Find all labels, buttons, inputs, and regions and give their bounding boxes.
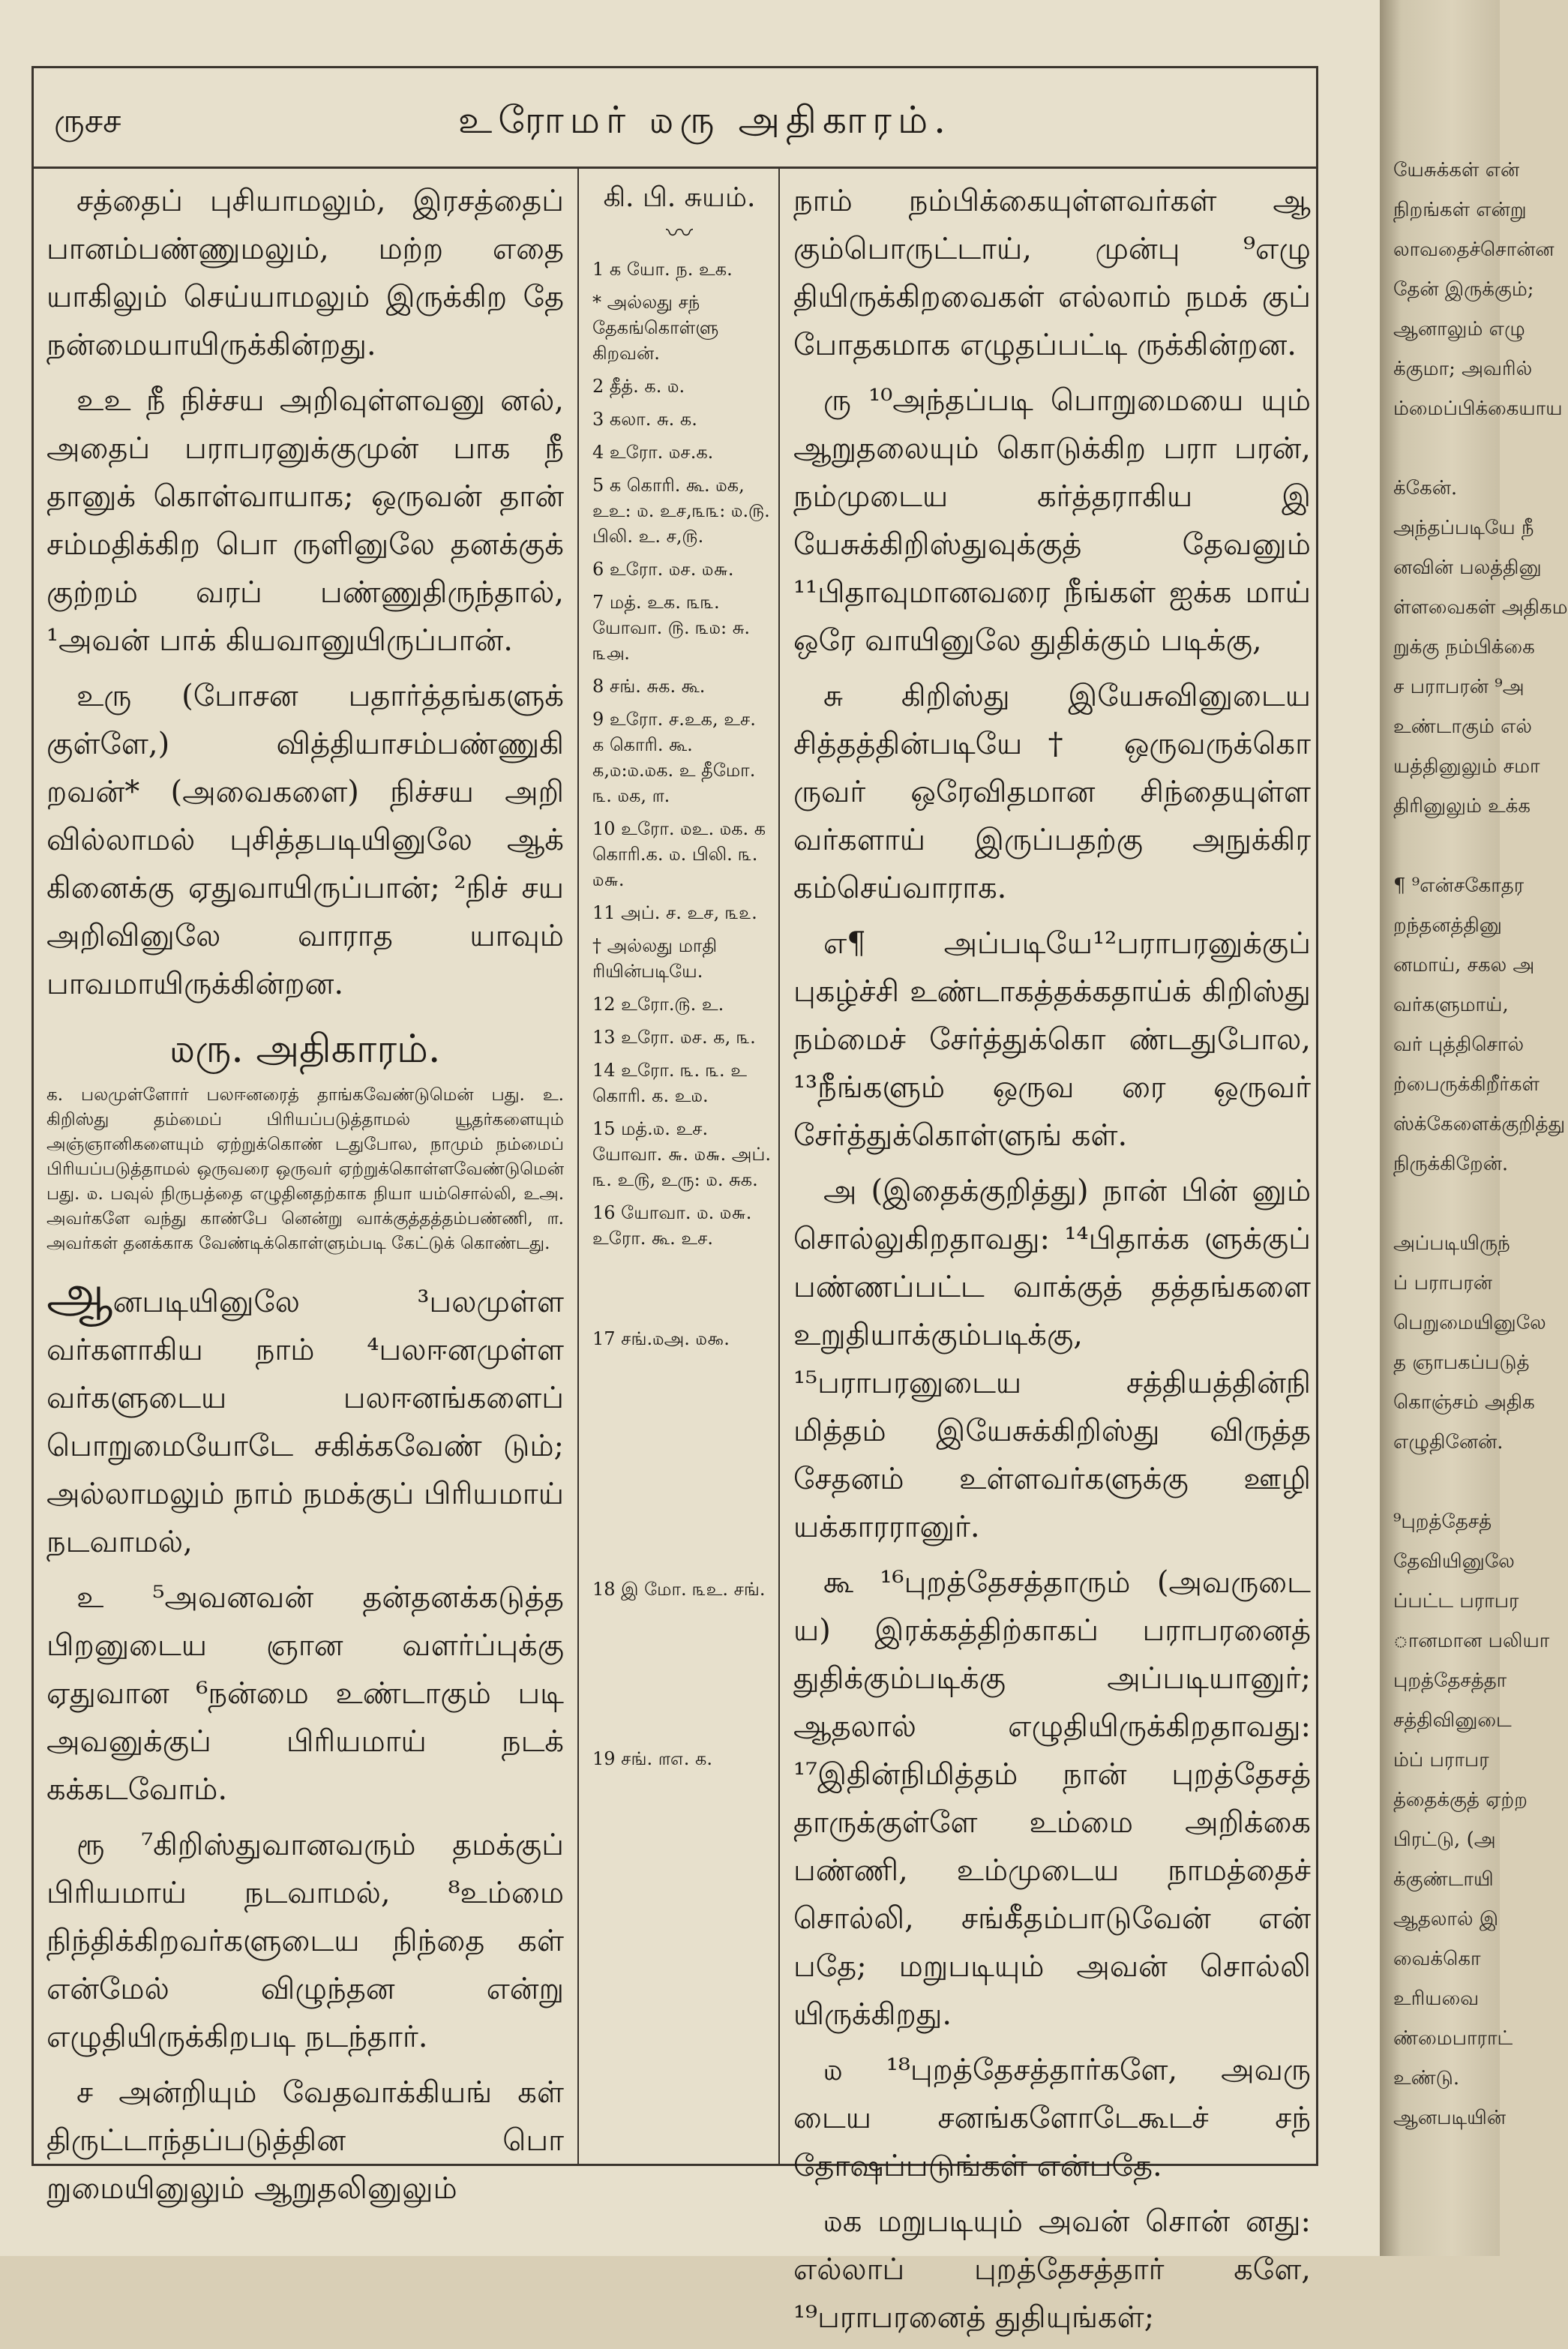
facing-page-line: ப் பராபரன் [1393, 1272, 1492, 1294]
verse-paragraph: ௰ ¹⁸புறத்தேசத்தார்களே, அவரு டைய சனங்களோடேகூடச் சந் தோஷப்படுங்கள் என்பதே. [793, 2053, 1311, 2183]
cross-reference: 13 உரோ. ௰ச. க, ௩. [592, 1027, 756, 1048]
page-number: ருசச [54, 102, 121, 140]
facing-page-line: ண்மைபாராட் [1393, 2027, 1513, 2050]
facing-page-line: கொஞ்சம் அதிக [1393, 1391, 1535, 1414]
verse-paragraph: ரு ¹⁰அந்தப்படி பொறுமையை யும் ஆறுதலையும் கொடுக்கிற பரா பரன், நம்முடைய கர்த்தராகிய இ யேசுக்கிறிஸ்துவுக்குத் தேவனும் ¹¹பிதாவுமானவரை நீங்கள் ஐக்க மாய் ஒரே வாயினுலே துதிக்கும் படிக்கு, [793, 383, 1311, 658]
verse-paragraph: உரு (போசன பதார்த்தங்களுக் குள்ளே,) வித்தியாசம்பண்ணுகி றவன்* (அவைகளை) நிச்சய அறி வில்லாமல் புசித்தபடியினுலே ஆக் கினைக்கு ஏதுவாயிருப்பான்; ²நிச் சய அறிவினுலே வாராத யாவும் பாவமாயிருக்கின்றன. [46, 679, 564, 1001]
verse-paragraph: உஉ நீ நிச்சய அறிவுள்ளவனு னல், அதைப் பராபரனுக்குமுன் பாக நீ தானுக் கொள்வாயாக; ஒருவன் தான் சம்மதிக்கிற பொ ருளினுலே தனக்குக் குற்றம் வரப் பண்ணுதிருந்தால், ¹அவன் பாக் கியவானுயிருப்பான். [46, 383, 564, 658]
cross-reference: 1 க யோ. ந. உக. [592, 259, 733, 280]
facing-page-line: ம்ப் பராபர [1393, 1749, 1489, 1772]
cross-reference: 4 உரோ. ௰ச.க. [592, 442, 714, 463]
facing-page-line: க்குமா; அவரில் [1393, 358, 1533, 380]
facing-page-line: ஆனாலும் எழு [1393, 318, 1525, 340]
cross-reference: 2 தீத். க. ௰. [592, 376, 685, 397]
header-rule [31, 166, 1318, 169]
verse-paragraph: ௰க மறுபடியும் அவன் சொன் னது: எல்லாப் புறத்தேசத்தார் களே, ¹⁹பராபரனைத் துதியுங்கள்; [793, 2204, 1311, 2335]
facing-page-line: எழுதினேன். [1393, 1431, 1504, 1454]
facing-page-line: ¶ ⁹என்சகோதர [1393, 874, 1525, 897]
cross-reference: 9 உரோ. ச.உக, உச. க கொரி. கூ. க,௰:௰.௰க. உ தீமோ. ௩. ௰க, ௱. [592, 709, 756, 806]
facing-page-edge [1380, 0, 1568, 2256]
facing-page-line: ானமான பலியா [1393, 1630, 1550, 1652]
facing-page-line: உண்டாகும் எல் [1393, 716, 1532, 738]
chapter-heading: ௰ரு. அதிகாரம். [169, 1027, 441, 1072]
cross-reference: 11 அப். ச. உச, ௩௨. [592, 902, 757, 923]
cross-reference: 18 இ மோ. ௩உ. சங். [592, 1579, 766, 1600]
facing-page-line: க்கேன். [1393, 477, 1458, 500]
facing-page-line: நிருக்கிறேன். [1393, 1153, 1509, 1175]
cross-reference: 6 உரோ. ௰ச. ௰௬. [592, 559, 734, 580]
facing-page-line: அந்தப்படியே நீ [1393, 517, 1534, 539]
reference-column [588, 177, 771, 1779]
cross-reference: 12 உரோ.௫. உ. [592, 994, 724, 1015]
cross-reference: 14 உரோ. ௩. ௩. உ கொரி. க. உ௰. [592, 1060, 748, 1106]
facing-page-line: த்தைக்குத் ஏற்ற [1393, 1789, 1528, 1811]
facing-page-line: வர் புத்திசொல் [1393, 1034, 1525, 1056]
running-title: உரோமர் ௰ரு அதிகாரம். [457, 98, 952, 142]
facing-page-line: பெறுமையினுலே [1393, 1312, 1546, 1334]
facing-page-line: ⁹புறத்தேசத் [1393, 1510, 1492, 1533]
verse-paragraph: ச அன்றியும் வேதவாக்கியங் கள் திருட்டாந்தப்படுத்தின பொ றுமையினுலும் ஆறுதலினுலும் [46, 2075, 564, 2206]
facing-page-line: ள்ளவைகள் அதிகம [1393, 596, 1568, 619]
cross-reference: 19 சங். ௱௭. க. [592, 1748, 713, 1769]
cross-reference: 5 க கொரி. கூ. ௰க, உஉ: ௰. உச,௩௩: ௰.௫. பிலி. உ. ச,௫. [592, 475, 770, 547]
facing-page-line: உண்டு. [1393, 2067, 1460, 2090]
cross-reference: * அல்லது சந் தேகங்கொள்ளு கிறவன். [592, 292, 719, 364]
facing-page-line: வைக்கொ [1393, 1948, 1481, 1970]
verse-paragraph: கூ ¹⁶புறத்தேசத்தாரும் (அவருடை ய) இரக்கத்திற்காகப் பராபரனைத் துதிக்கும்படிக்கு அப்படியானுர்; ஆதலால் எழுதியிருக்கிறதாவது: ¹⁷இதின்நிமித்தம் நான் புறத்தேசத் தாருக்குள்ளே உம்மை அறிக்கை பண்ணி, உம்முடைய நாமத்தைச் சொல்லி, சங்கீதம்பாடுவேன் என் பதே; மறுபடியும் அவன் சொல்லி யிருக்கிறது. [793, 1565, 1311, 2032]
column-rule-left [577, 166, 579, 2166]
facing-page-line: க்குண்டாயி [1393, 1868, 1494, 1891]
facing-page-line: ப்பட்ட பராபர [1393, 1590, 1519, 1612]
facing-page-line: றுக்கு நம்பிக்கை [1393, 636, 1535, 658]
drop-capital: ஆ [46, 1263, 113, 1324]
facing-page-line: றந்தனத்தினு [1393, 914, 1502, 937]
facing-page-line: திரினுலும் உக்க [1393, 795, 1531, 818]
facing-page-line: தேன் இருக்கும்; [1393, 278, 1534, 301]
facing-page-line: ஸ்க்கேளைக்குறித்து [1393, 1113, 1566, 1136]
verse-paragraph: சத்தைப் புசியாமலும், இரசத்தைப் பானம்பண்ணுமலும், மற்ற எதை யாகிலும் செய்யாமலும் இருக்கிற தே நன்மையாயிருக்கின்றது. [46, 184, 564, 362]
facing-page-line: பிரட்டு, (அ [1393, 1828, 1496, 1851]
column-rule-right [778, 166, 780, 2166]
verse-paragraph: ரூ ⁷கிறிஸ்துவானவரும் தமக்குப் பிரியமாய் நடவாமல், ⁸உம்மை நிந்திக்கிறவர்களுடைய நிந்தை கள் என்மேல் விழுந்தன என்று எழுதியிருக்கிறபடி நடந்தார். [46, 1828, 564, 2054]
left-column [46, 177, 564, 2220]
cross-reference: 16 யோவா. ௰. ௰௬. உரோ. கூ. உச. [592, 1202, 752, 1249]
reference-column-title: கி. பி. சுயம். [603, 182, 756, 213]
facing-page-line: வர்களுமாய், [1393, 994, 1509, 1016]
verse-paragraph: நாம் நம்பிக்கையுள்ளவர்கள் ஆ கும்பொருட்டாய், முன்பு ⁹எழு தியிருக்கிறவைகள் எல்லாம் நமக் குப் போதகமாக எழுதப்பட்டி ருக்கின்றன. [793, 184, 1311, 362]
facing-page-line: த ஞாபகப்படுத் [1393, 1352, 1530, 1374]
facing-page-line: யத்தினுலும் சமா [1393, 755, 1540, 778]
facing-page-line: னமாய், சகல அ [1393, 954, 1535, 976]
facing-page-line: லாவதைச்சொன்ன [1393, 238, 1555, 261]
verse-paragraph: சு கிறிஸ்து இயேசுவினுடைய சித்தத்தின்படியே† ஒருவருக்கொ ருவர் ஒரேவிதமான சிந்தையுள்ள வர்களாய் இருப்பதற்கு அநுக்கிர கம்செய்வாராக. [793, 679, 1311, 905]
cross-reference: † அல்லது மாதி ரியின்படியே. [592, 935, 718, 982]
facing-page-line: ம்மைப்பிக்கையாய [1393, 398, 1563, 420]
ornament-flourish: 〰 [665, 218, 693, 249]
verse-paragraph: எ¶ அப்படியே¹²பராபரனுக்குப் புகழ்ச்சி உண்டாகத்தக்கதாய்க் கிறிஸ்து நம்மைச் சேர்த்துக்கொ ண்டதுபோல, ¹³நீங்களும் ஒருவ ரை ஒருவர் சேர்த்துக்கொள்ளுங் கள். [793, 926, 1311, 1153]
facing-page-line: ச பராபரன் ⁹அ [1393, 676, 1525, 698]
facing-page-line: னவின் பலத்தினு [1393, 556, 1542, 579]
cross-reference: 10 உரோ. ௰உ. ௰க. க கொரி.க. ௰. பிலி. ௩. ௰௬. [592, 818, 766, 890]
facing-page-line: யேசுக்கள் என் [1393, 159, 1520, 182]
facing-page-line: சத்திவினுடை [1393, 1709, 1512, 1732]
cross-reference: 15 மத்.௰. உச. யோவா. ௬. ௰௬. அப். ௩. உ௫, உரு: ௰. சுக. [592, 1118, 771, 1190]
facing-page-line: புறத்தேசத்தா [1393, 1670, 1507, 1692]
cross-reference: 3 கலா. சு. க. [592, 409, 697, 430]
verse-paragraph: அ (இதைக்குறித்து) நான் பின் னும் சொல்லுகிறதாவது: ¹⁴பிதாக்க ளுக்குப் பண்ணப்பட்ட வாக்குத் தத்தங்களை உறுதியாக்கும்படிக்கு, ¹⁵பராபரனுடைய சத்தியத்தின்நி மித்தம் இயேசுக்கிறிஸ்து விருத்த சேதனம் உள்ளவர்களுக்கு ஊழி யக்காரரானுர். [793, 1174, 1311, 1544]
facing-page-line: நிறங்கள் என்று [1393, 199, 1527, 221]
cross-reference: 7 மத். உக. ௩௩. யோவா. ௫. ௩௰: சு. ௩௮. [592, 592, 750, 664]
verse-paragraph: உ ⁵அவனவன் தன்தனக்கடுத்த பிறனுடைய ஞான வளர்ப்புக்கு ஏதுவான ⁶நன்மை உண்டாகும் படி அவனுக்குப் பிரியமாய் நடக் கக்கடவோம். [46, 1580, 564, 1807]
verse-text: னபடியினுலே ³பலமுள்ள வர்களாகிய நாம் ⁴பலஈனமுள்ள வர்களுடைய பலஈனங்களைப் பொறுமையோடே சகிக்கவேண் டும்; அல்லாமலும் நாம் நமக்குப் பிரியமாய் நடவாமல், [46, 1285, 564, 1559]
chapter-summary: க. பலமுள்ளோர் பலஈனரைத் தாங்கவேண்டுமென் பது. உ. கிறிஸ்து தம்மைப் பிரியப்படுத்தாமல் யூதர்களையும் அஞ்ஞானிகளையும் ஏற்றுக்கொண் டதுபோல, நாமும் நம்மைப் பிரியப்படுத்தாமல் ஒருவரை ஒருவர் ஏற்றுக்கொள்ளவேண்டுமென் பது. ௰. பவுல் நிருபத்தை எழுதினதற்காக நியா யம்சொல்லி, உஅ. அவர்களே வந்து காண்பே னென்று வாக்குத்தத்தம்பண்ணி, ௱. அவர்கள் தனக்காக வேண்டிக்கொள்ளும்படி கேட்டுக் கொண்டது. [46, 1085, 564, 1253]
facing-page-line: ஆதலால் இ [1393, 1908, 1499, 1930]
facing-page-line: ற்பைருக்கிறீர்கள் [1393, 1073, 1540, 1096]
facing-page-line: உரியவை [1393, 1988, 1480, 2010]
facing-page-line: ஆனபடியின் [1393, 2107, 1507, 2129]
right-column [793, 177, 1311, 2349]
cross-reference: 17 சங்.௰அ. ௰௯. [592, 1328, 730, 1349]
facing-page-line: அப்படியிருந் [1393, 1232, 1510, 1255]
cross-reference: 8 சங். சுக. கூ. [592, 676, 706, 697]
verse-paragraph [46, 1263, 564, 1566]
facing-page-line: தேவியினுலே [1393, 1550, 1515, 1573]
